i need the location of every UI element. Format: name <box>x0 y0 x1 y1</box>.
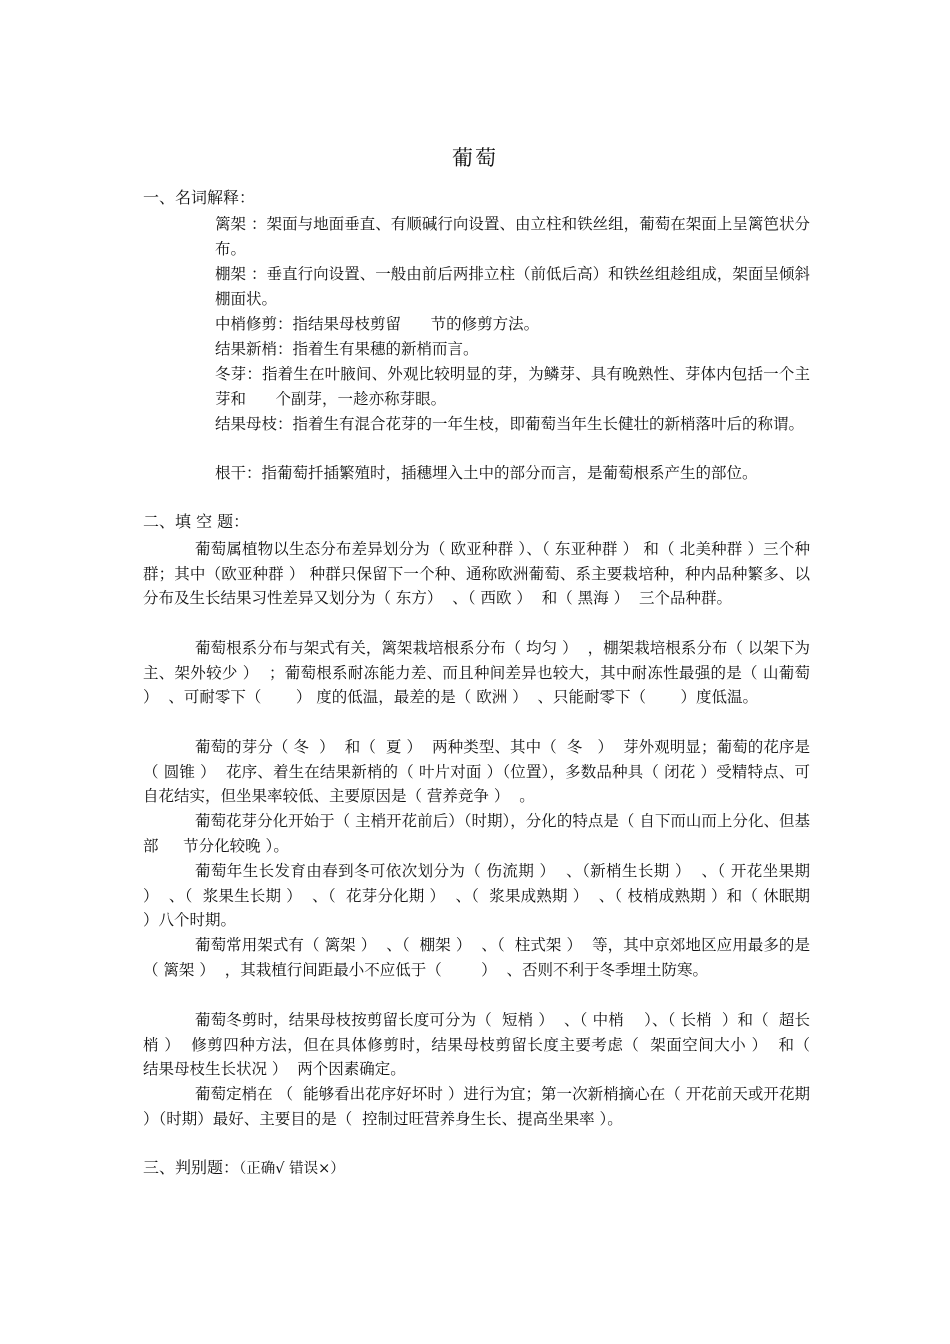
term-definition: 结果新梢：指着生有果穗的新梢而言。 <box>215 340 479 358</box>
fill-blank-paragraph: 葡萄根系分布与架式有关，篱架栽培根系分布（ 均匀 ） ，棚架栽培根系分布（ 以架下为主、架外较少 ） ；葡萄根系耐冻能力差、而且种间差异也较大，其中耐冻性最强的是（ 山葡萄 ） 、可耐零下（ ） 度的低温，最差的是（ 欧洲 ） 、只能耐零下（ ）度低温。 <box>143 639 815 706</box>
term-definition: 棚架 ：垂直行向设置、一般由前后两排立柱（前低后高）和铁丝组趁组成，架面呈倾斜棚面状。 <box>215 265 810 308</box>
term-definition: 篱架 ：架面与地面垂直、有顺碱行向设置、由立柱和铁丝组，葡萄在架面上呈篱笆状分布。 <box>215 215 810 258</box>
fill-blank-paragraph: 葡萄年生长发育由春到冬可依次划分为（ 伤流期 ） 、（新梢生长期 ） 、（ 开花坐果期 ） 、（ 浆果生长期 ） 、（ 花芽分化期 ） 、（ 浆果成熟期 ） 、（ 枝梢成熟期 ）和（ 休眠期 ）八个时期。 <box>143 862 815 929</box>
fill-blank-paragraph: 葡萄常用架式有（ 篱架 ） 、（ 棚架 ） 、（ 柱式架 ） 等，其中京郊地区应用最多的是（ 篱架 ） ，其栽植行间距最小不应低于（ ） 、否则不利于冬季埋土防寒。 <box>143 936 810 979</box>
term-definition: 中梢修剪：指结果母枝剪留 节的修剪方法。 <box>215 315 540 333</box>
term-definition: 冬芽：指着生在叶腋间、外观比较明显的芽，为鳞芽、具有晚熟性、芽体内包括一个主芽和 个副芽，一趁亦称芽眼。 <box>215 365 810 408</box>
fill-blank-paragraph: 葡萄花芽分化开始于（ 主梢开花前后）（时期），分化的特点是（ 自下而山而上分化、但基部 节分化较晚 ）。 <box>143 812 810 855</box>
term-definition: 根干：指葡萄扦插繁殖时，插穗埋入土中的部分而言，是葡萄根系产生的部位。 <box>215 464 758 482</box>
section-heading-definitions: 一、名词解释： <box>143 188 256 207</box>
fill-blank-paragraph: 葡萄的芽分（ 冬 ） 和（ 夏 ） 两种类型、其中（ 冬 ） 芽外观明显；葡萄的花序是（ 圆锥 ） 花序、着生在结果新梢的（ 叶片对面 ）（位置），多数品种具（ 闭花 ）受精特点、可自花结实，但坐果率较低、主要原因是（ 营养竞争 ） 。 <box>143 738 810 805</box>
section-heading-fill-blank: 二、填 空 题： <box>143 512 250 531</box>
fill-blank-paragraph: 葡萄定梢在 （ 能够看出花序好坏时 ）进行为宜；第一次新梢摘心在（ 开花前天或开花期 ）（时期）最好、主要目的是（ 控制过旺营养身生长、提高坐果率 ）。 <box>143 1085 815 1128</box>
fill-blank-paragraph: 葡萄冬剪时，结果母枝按剪留长度可分为（ 短梢 ） 、（ 中梢 ）、（ 长梢 ）和（ 超长梢 ） 修剪四种方法，但在具体修剪时，结果母枝剪留长度主要考虑（ 架面空间大小 ） 和（ 结果母枝生长状况 ） 两个因素确定。 <box>143 1011 820 1078</box>
fill-blank-paragraph: 葡萄属植物以生态分布差异划分为（ 欧亚种群 ）、（ 东亚种群 ） 和（ 北美种群 ）三个种群；其中（欧亚种群 ） 种群只保留下一个种、通称欧洲葡萄、系主要栽培种，种内品种繁多、以分布及生长结果习性差异又划分为（ 东方） 、（ 西欧 ） 和（ 黑海 ） 三个品种群。 <box>143 540 810 607</box>
section-heading-true-false: 三、判别题：（正确√ 错误×） <box>143 1158 345 1177</box>
term-definition: 结果母枝：指着生有混合花芽的一年生枝，即葡萄当年生长健壮的新梢落叶后的称谓。 <box>215 415 805 433</box>
document-title: 葡萄 <box>452 146 498 170</box>
true-false-note: （正确√ 错误×） <box>239 1161 345 1177</box>
